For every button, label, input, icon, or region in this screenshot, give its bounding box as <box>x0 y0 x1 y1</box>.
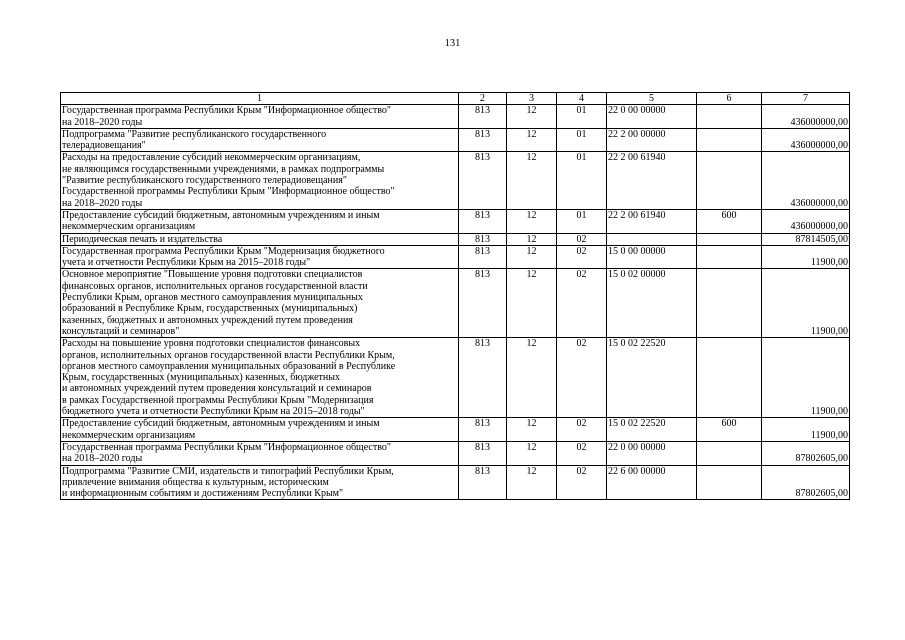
table-row <box>61 441 850 465</box>
description-line: учета и отчетности Республики Крым на 2015–2018 годы" <box>62 257 311 269</box>
description-line: Государственная программа Республики Крым "Информационное общество" <box>62 105 391 117</box>
table-row <box>61 269 850 338</box>
row-description <box>61 418 459 442</box>
description-line: органов, исполнительных органов государственной власти Республики Крым, <box>62 349 395 361</box>
row-expense-type <box>697 128 762 152</box>
column-header: 5 <box>607 93 697 105</box>
description-line: Государственная программа Республики Крым "Информационное общество" <box>62 441 391 453</box>
row-description <box>61 465 459 500</box>
row-description <box>61 245 459 269</box>
table-row <box>61 245 850 269</box>
row-amount: 11900,00 <box>762 269 850 338</box>
description-line: некоммерческим организациям <box>62 221 196 233</box>
row-expense-type <box>697 441 762 465</box>
description-line: и автономных учреждений путем проведения консультаций и семинаров <box>62 383 372 395</box>
row-subsection: 01 <box>557 209 607 233</box>
row-subsection: 02 <box>557 233 607 245</box>
row-description <box>61 105 459 129</box>
row-section: 12 <box>507 128 557 152</box>
row-section: 12 <box>507 152 557 209</box>
row-admin-code: 813 <box>459 152 507 209</box>
column-header: 7 <box>762 93 850 105</box>
column-header: 2 <box>459 93 507 105</box>
column-header: 1 <box>61 93 459 105</box>
row-expense-type <box>697 245 762 269</box>
description-line: Крым, государственных (муниципальных) казенных, бюджетных <box>62 372 340 384</box>
description-line: на 2018–2020 годы <box>62 197 143 209</box>
row-expense-type: 600 <box>697 418 762 442</box>
row-amount: 11900,00 <box>762 245 850 269</box>
row-admin-code: 813 <box>459 418 507 442</box>
description-line: телерадиовещания" <box>62 140 146 152</box>
description-line: казенных, бюджетных и автономных учреждений путем проведения <box>62 314 353 326</box>
row-expense-type <box>697 269 762 338</box>
row-target-article: 22 0 00 00000 <box>607 105 697 129</box>
row-subsection: 02 <box>557 418 607 442</box>
row-admin-code: 813 <box>459 105 507 129</box>
description-line: финансовых органов, исполнительных органов государственной власти <box>62 280 368 292</box>
row-description <box>61 269 459 338</box>
row-target-article: 22 2 00 61940 <box>607 152 697 209</box>
row-amount: 436000000,00 <box>762 105 850 129</box>
row-description <box>61 338 459 418</box>
page-number: 131 <box>444 38 461 49</box>
budget-table-body <box>61 93 850 500</box>
row-target-article <box>607 233 697 245</box>
row-admin-code: 813 <box>459 245 507 269</box>
column-header: 6 <box>697 93 762 105</box>
row-expense-type <box>697 465 762 500</box>
description-line: Расходы на предоставление субсидий некоммерческим организациям, <box>62 152 361 164</box>
row-admin-code: 813 <box>459 209 507 233</box>
table-row <box>61 152 850 209</box>
row-section: 12 <box>507 338 557 418</box>
description-line: Основное мероприятие "Повышение уровня подготовки специалистов <box>62 269 363 281</box>
row-amount: 436000000,00 <box>762 152 850 209</box>
row-subsection: 02 <box>557 269 607 338</box>
description-line: образований в Республике Крым, государственных (муниципальных) <box>62 303 358 315</box>
row-description <box>61 152 459 209</box>
row-section: 12 <box>507 418 557 442</box>
row-amount: 436000000,00 <box>762 209 850 233</box>
row-subsection: 02 <box>557 441 607 465</box>
row-subsection: 01 <box>557 152 607 209</box>
row-section: 12 <box>507 105 557 129</box>
row-admin-code: 813 <box>459 128 507 152</box>
row-subsection: 01 <box>557 105 607 129</box>
row-section: 12 <box>507 245 557 269</box>
row-target-article: 15 0 02 00000 <box>607 269 697 338</box>
row-section: 12 <box>507 209 557 233</box>
row-description <box>61 233 459 245</box>
description-line: в рамках Государственной программы Республики Крым "Модернизация <box>62 394 374 406</box>
description-line: Подпрограмма "Развитие республиканского государственного <box>62 128 327 140</box>
row-subsection: 02 <box>557 245 607 269</box>
row-admin-code: 813 <box>459 233 507 245</box>
row-target-article: 22 2 00 00000 <box>607 128 697 152</box>
description-line: "Развитие республиканского государственного телерадиовещания" <box>62 175 347 187</box>
row-amount: 87814505,00 <box>762 233 850 245</box>
table-row <box>61 465 850 500</box>
column-header: 4 <box>557 93 607 105</box>
row-description <box>61 209 459 233</box>
description-line: не являющимся государственными учреждениями, в рамках подпрограммы <box>62 163 385 175</box>
description-line: Предоставление субсидий бюджетным, автономным учреждениям и иным <box>62 209 380 221</box>
row-section: 12 <box>507 465 557 500</box>
table-row <box>61 418 850 442</box>
row-expense-type <box>697 233 762 245</box>
row-description <box>61 128 459 152</box>
row-expense-type <box>697 338 762 418</box>
description-line: Подпрограмма "Развитие СМИ, издательств и типографий Республики Крым, <box>62 465 394 477</box>
table-row <box>61 128 850 152</box>
row-target-article: 22 0 00 00000 <box>607 441 697 465</box>
row-amount: 436000000,00 <box>762 128 850 152</box>
row-description <box>61 441 459 465</box>
description-line: органов местного самоуправления муниципальных образований в Республике <box>62 360 396 372</box>
description-line: консультаций и семинаров" <box>62 325 180 337</box>
budget-table <box>60 92 850 500</box>
row-amount: 11900,00 <box>762 338 850 418</box>
description-line: Расходы на повышение уровня подготовки специалистов финансовых <box>62 338 361 350</box>
description-line: привлечение внимания общества к культурным, историческим <box>62 476 329 488</box>
description-line: Государственной программы Республики Крым "Информационное общество" <box>62 186 395 198</box>
row-amount: 87802605,00 <box>762 465 850 500</box>
column-header: 3 <box>507 93 557 105</box>
description-line: бюджетного учета и отчетности Республики Крым на 2015–2018 годы" <box>62 406 365 418</box>
table-row <box>61 209 850 233</box>
description-line: Республики Крым, органов местного самоуправления муниципальных <box>62 292 363 304</box>
description-line: Периодическая печать и издательства <box>62 233 223 245</box>
table-header-row <box>61 93 850 105</box>
row-subsection: 02 <box>557 338 607 418</box>
description-line: некоммерческим организациям <box>62 429 196 441</box>
table-row <box>61 338 850 418</box>
row-subsection: 02 <box>557 465 607 500</box>
row-expense-type: 600 <box>697 209 762 233</box>
description-line: на 2018–2020 годы <box>62 116 143 128</box>
row-admin-code: 813 <box>459 269 507 338</box>
table-row <box>61 233 850 245</box>
description-line: и информационным событиям и достижениям Республики Крым" <box>62 488 344 500</box>
table-row <box>61 105 850 129</box>
row-section: 12 <box>507 441 557 465</box>
row-admin-code: 813 <box>459 338 507 418</box>
row-amount: 11900,00 <box>762 418 850 442</box>
description-line: Государственная программа Республики Крым "Модернизация бюджетного <box>62 245 385 257</box>
row-admin-code: 813 <box>459 465 507 500</box>
row-subsection: 01 <box>557 128 607 152</box>
row-target-article: 22 6 00 00000 <box>607 465 697 500</box>
row-admin-code: 813 <box>459 441 507 465</box>
row-expense-type <box>697 152 762 209</box>
row-amount: 87802605,00 <box>762 441 850 465</box>
row-target-article: 15 0 02 22520 <box>607 418 697 442</box>
row-expense-type <box>697 105 762 129</box>
row-target-article: 15 0 00 00000 <box>607 245 697 269</box>
row-target-article: 22 2 00 61940 <box>607 209 697 233</box>
description-line: Предоставление субсидий бюджетным, автономным учреждениям и иным <box>62 418 380 430</box>
row-section: 12 <box>507 233 557 245</box>
row-section: 12 <box>507 269 557 338</box>
row-target-article: 15 0 02 22520 <box>607 338 697 418</box>
description-line: на 2018–2020 годы <box>62 453 143 465</box>
